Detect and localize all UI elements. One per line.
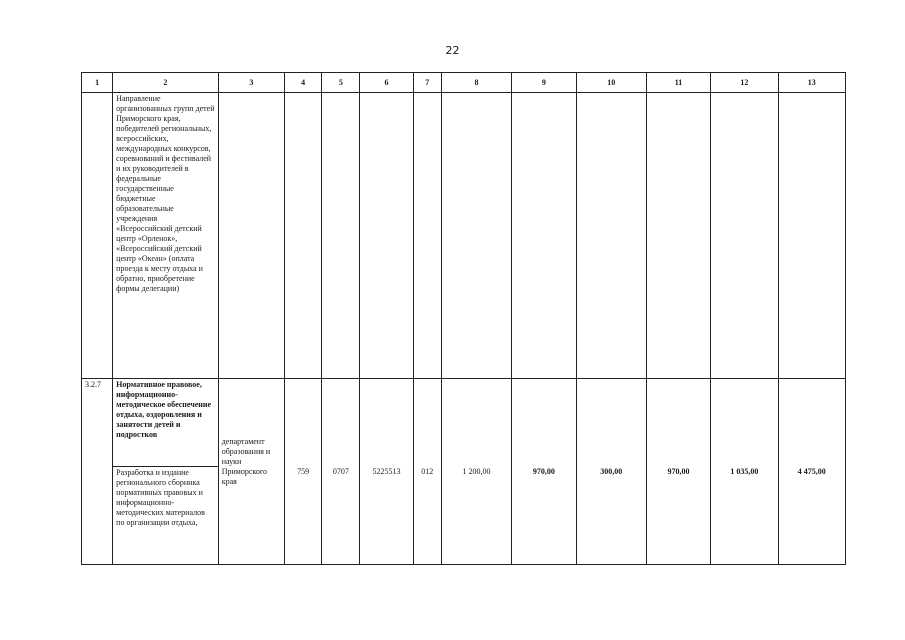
col-header: 9 <box>512 73 576 93</box>
value-col6: 5225513 <box>360 379 413 565</box>
table-cell <box>711 93 778 379</box>
table-cell <box>646 93 710 379</box>
table-cell <box>441 93 511 379</box>
value-col9: 970,00 <box>512 379 576 565</box>
executor: департамент образования и науки Приморского края <box>221 437 271 486</box>
col-header: 13 <box>778 73 845 93</box>
executor-cell <box>218 379 284 565</box>
col-header: 7 <box>413 73 441 93</box>
col-header: 4 <box>285 73 322 93</box>
table-cell <box>322 93 360 379</box>
table-cell <box>413 93 441 379</box>
col-header: 10 <box>576 73 646 93</box>
col-header: 5 <box>322 73 360 93</box>
table-cell <box>576 93 646 379</box>
col-header: 6 <box>360 73 413 93</box>
value-col8: 1 200,00 <box>441 379 511 565</box>
table-cell <box>512 93 576 379</box>
table-cell <box>82 93 113 379</box>
page-number: 22 <box>445 44 460 57</box>
col-header: 1 <box>82 73 113 93</box>
col-header: 2 <box>113 73 219 93</box>
value-col13: 4 475,00 <box>778 379 845 565</box>
value-col5: 0707 <box>322 379 360 565</box>
activity-description: Направление организованных групп детей Приморского края, победителей региональных, всероссийских, международных конкурсов, соревнований и фестивалей и их руководителей в федеральные государственные бюджетные образовательные учреждения «Всероссийский детский центр «Орленок», «Всероссийский детский центр «Океан» (оплата проезда к месту отдыха и обратно, приобретение формы делегации) <box>113 93 219 379</box>
value-col7: 012 <box>413 379 441 565</box>
budget-table <box>81 72 846 565</box>
table-cell <box>778 93 845 379</box>
item-subtitle: Разработка и издание регионального сборника нормативных правовых и информационно-методических материалов по организации отдыха, <box>113 467 219 565</box>
col-header: 11 <box>646 73 710 93</box>
item-code: 3.2.7 <box>82 379 113 565</box>
col-header: 12 <box>711 73 778 93</box>
table-cell <box>285 93 322 379</box>
item-title: Нормативное правовое, информационно-методическое обеспечение отдыха, оздоровления и занятости детей и подростков <box>113 379 219 467</box>
header-row <box>82 73 846 93</box>
col-header: 3 <box>218 73 284 93</box>
value-col4: 759 <box>285 379 322 565</box>
table-row <box>82 93 846 379</box>
table-cell <box>360 93 413 379</box>
table-cell <box>218 93 284 379</box>
value-col11: 970,00 <box>646 379 710 565</box>
col-header: 8 <box>441 73 511 93</box>
table-row <box>82 379 846 467</box>
value-col12: 1 035,00 <box>711 379 778 565</box>
value-col10: 300,00 <box>576 379 646 565</box>
